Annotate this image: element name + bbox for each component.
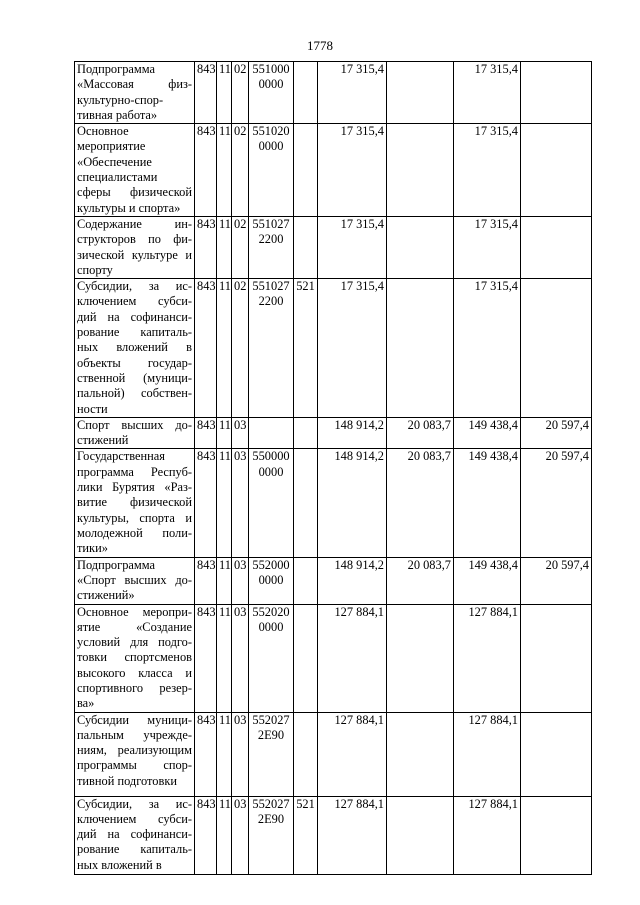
subsection-code: 03 — [232, 417, 249, 449]
amount-a: 148 914,2 — [318, 417, 387, 449]
amount-a: 17 315,4 — [318, 124, 387, 217]
table-row — [75, 279, 592, 418]
table-row — [75, 712, 592, 796]
amount-a: 127 884,1 — [318, 604, 387, 712]
ved-code: 843 — [195, 449, 217, 557]
amount-b — [387, 604, 454, 712]
section-code: 11 — [217, 62, 232, 124]
amount-c: 149 438,4 — [454, 417, 521, 449]
amount-d — [521, 796, 592, 874]
amount-c: 17 315,4 — [454, 279, 521, 418]
amount-c: 127 884,1 — [454, 712, 521, 796]
target-code-line1: 551000 — [252, 62, 290, 76]
subsection-code: 03 — [232, 796, 249, 874]
table-row — [75, 796, 592, 874]
subsection-code: 03 — [232, 712, 249, 796]
subsection-code: 03 — [232, 557, 249, 604]
ved-code: 843 — [195, 712, 217, 796]
target-code-line1: 552027 — [252, 712, 290, 727]
amount-d — [521, 712, 592, 796]
expense-type-code: 521 — [294, 796, 318, 874]
section-code: 11 — [217, 712, 232, 796]
budget-table — [74, 61, 592, 875]
target-code — [249, 604, 294, 712]
target-code — [249, 557, 294, 604]
target-code — [249, 279, 294, 418]
row-name: Подпрограмма «Спорт высших до-стижений» — [75, 557, 195, 604]
table-row — [75, 604, 592, 712]
target-code-line2: 0000 — [258, 619, 284, 634]
target-code-line2: 2200 — [258, 294, 284, 309]
amount-a: 127 884,1 — [318, 796, 387, 874]
ved-code: 843 — [195, 216, 217, 278]
subsection-code: 02 — [232, 216, 249, 278]
target-code — [249, 62, 294, 124]
amount-b — [387, 712, 454, 796]
amount-b — [387, 796, 454, 874]
ved-code: 843 — [195, 279, 217, 418]
amount-c: 127 884,1 — [454, 604, 521, 712]
ved-code: 843 — [195, 604, 217, 712]
expense-type-code — [294, 557, 318, 604]
row-name: Основное меропри-ятие «Создание условий для подго-товки спортсменов высокого класса и спортивного резер-ва» — [75, 604, 195, 712]
target-code-line2: 0000 — [258, 77, 284, 92]
target-code-line2: 0000 — [258, 139, 284, 154]
expense-type-code — [294, 62, 318, 124]
subsection-code: 03 — [232, 449, 249, 557]
table-row — [75, 62, 592, 124]
expense-type-code — [294, 712, 318, 796]
amount-a: 127 884,1 — [318, 712, 387, 796]
ved-code: 843 — [195, 62, 217, 124]
amount-c: 17 315,4 — [454, 124, 521, 217]
amount-c: 127 884,1 — [454, 796, 521, 874]
amount-c: 149 438,4 — [454, 557, 521, 604]
table-row — [75, 124, 592, 217]
target-code — [249, 417, 294, 449]
expense-type-code — [294, 216, 318, 278]
amount-a: 17 315,4 — [318, 216, 387, 278]
target-code-line1: 551020 — [252, 124, 290, 139]
ved-code: 843 — [195, 124, 217, 217]
section-code: 11 — [217, 417, 232, 449]
amount-d — [521, 216, 592, 278]
row-name: Основное мероприятие «Обеспечение специалистами сферы физической культуры и спорта» — [75, 124, 195, 217]
amount-d — [521, 604, 592, 712]
amount-b: 20 083,7 — [387, 557, 454, 604]
amount-d: 20 597,4 — [521, 449, 592, 557]
amount-b — [387, 124, 454, 217]
row-name: Содержание ин-структоров по фи-зической культуре и спорту — [75, 216, 195, 278]
subsection-code: 02 — [232, 124, 249, 217]
expense-type-code — [294, 449, 318, 557]
amount-b — [387, 62, 454, 124]
section-code: 11 — [217, 604, 232, 712]
row-name: Субсидии, за ис-ключением субси-дий на софинанси-рование капиталь-ных вложений в — [75, 796, 195, 874]
subsection-code: 02 — [232, 62, 249, 124]
target-code — [249, 216, 294, 278]
row-name: Спорт высших до-стижений — [75, 417, 195, 449]
amount-b: 20 083,7 — [387, 417, 454, 449]
target-code-line2: 2E90 — [257, 727, 285, 742]
target-code-line2: 0000 — [258, 464, 284, 479]
target-code-line2: 0000 — [258, 572, 284, 587]
table-row — [75, 417, 592, 449]
amount-d — [521, 279, 592, 418]
amount-d — [521, 62, 592, 124]
target-code-line1: 552020 — [252, 604, 290, 619]
target-code-line1: 551027 — [252, 216, 290, 231]
amount-c: 17 315,4 — [454, 62, 521, 124]
target-code — [249, 712, 294, 796]
table-body — [75, 62, 592, 875]
section-code: 11 — [217, 279, 232, 418]
target-code-line1: 552000 — [252, 557, 290, 572]
target-code — [249, 124, 294, 217]
target-code-line1: 551027 — [252, 279, 290, 294]
subsection-code: 02 — [232, 279, 249, 418]
target-code — [249, 796, 294, 874]
table-row — [75, 449, 592, 557]
target-code-line1: 550000 — [252, 449, 290, 464]
section-code: 11 — [217, 449, 232, 557]
amount-c: 149 438,4 — [454, 449, 521, 557]
expense-type-code: 521 — [294, 279, 318, 418]
amount-b: 20 083,7 — [387, 449, 454, 557]
target-code-line2: 2E90 — [257, 811, 285, 826]
amount-a: 17 315,4 — [318, 62, 387, 124]
expense-type-code — [294, 124, 318, 217]
target-code — [249, 449, 294, 557]
row-name: Субсидии муници-пальным учрежде-ниям, реализующим программы спор-тивной подготовки — [75, 712, 195, 796]
amount-d: 20 597,4 — [521, 557, 592, 604]
amount-d — [521, 124, 592, 217]
amount-c: 17 315,4 — [454, 216, 521, 278]
target-code-line1: 552027 — [252, 796, 290, 811]
amount-d: 20 597,4 — [521, 417, 592, 449]
amount-b — [387, 279, 454, 418]
table-row — [75, 557, 592, 604]
section-code: 11 — [217, 216, 232, 278]
row-name: Субсидии, за ис-ключением субси-дий на софинанси-рование капиталь-ных вложений в объекты государ-ственной (муници-пальной) собствен-ности — [75, 279, 195, 418]
section-code: 11 — [217, 124, 232, 217]
expense-type-code — [294, 604, 318, 712]
amount-b — [387, 216, 454, 278]
row-name: Подпрограмма «Массовая физ-культурно-спор-тивная работа» — [75, 62, 195, 124]
page-number: 1778 — [307, 38, 333, 53]
ved-code: 843 — [195, 557, 217, 604]
ved-code: 843 — [195, 417, 217, 449]
amount-a: 148 914,2 — [318, 449, 387, 557]
table-row — [75, 216, 592, 278]
subsection-code: 03 — [232, 604, 249, 712]
ved-code: 843 — [195, 796, 217, 874]
expense-type-code — [294, 417, 318, 449]
target-code-line2: 2200 — [258, 232, 284, 247]
row-name: Государственная программа Респуб-лики Бурятия «Раз-витие физической культуры, спорта и молодежной поли-тики» — [75, 449, 195, 557]
amount-a: 148 914,2 — [318, 557, 387, 604]
section-code: 11 — [217, 796, 232, 874]
amount-a: 17 315,4 — [318, 279, 387, 418]
section-code: 11 — [217, 557, 232, 604]
